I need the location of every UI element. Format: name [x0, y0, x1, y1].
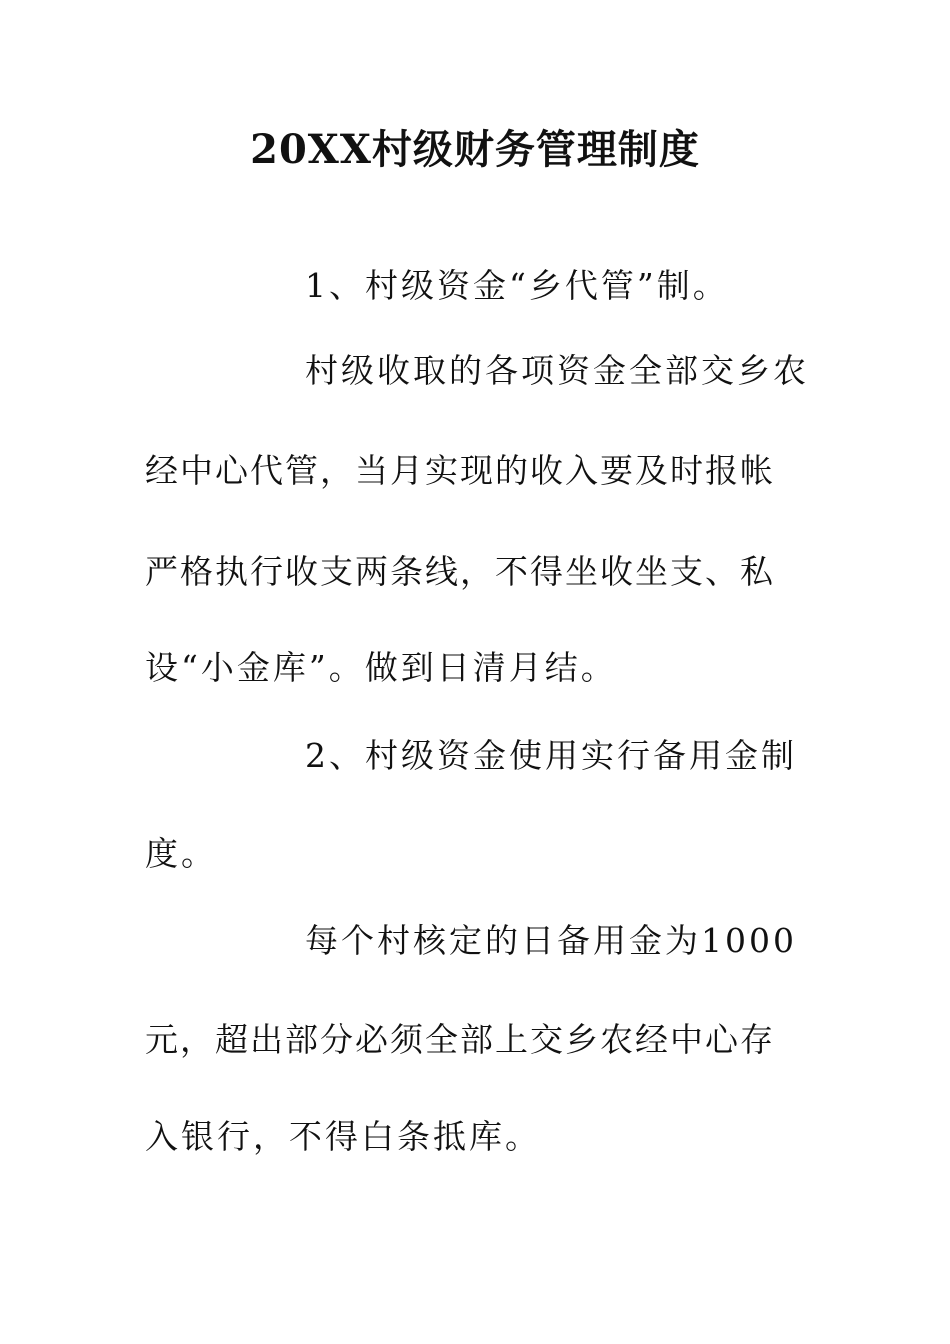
paragraph-line: 元，超出部分必须全部上交乡农经中心存 [145, 1020, 775, 1059]
paragraph-line: 度。 [145, 834, 217, 873]
section-2-heading: 2、村级资金使用实行备用金制 [305, 736, 797, 775]
paragraph-line: 设“小金库”。做到日清月结。 [145, 648, 617, 687]
paragraph-line: 严格执行收支两条线，不得坐收坐支、私 [145, 552, 775, 591]
paragraph-line: 经中心代管，当月实现的收入要及时报帐 [145, 451, 775, 490]
document-title: 20XX村级财务管理制度 [250, 126, 700, 173]
paragraph-line: 入银行，不得白条抵库。 [145, 1117, 541, 1156]
paragraph-line: 村级收取的各项资金全部交乡农 [305, 351, 809, 390]
paragraph-line: 每个村核定的日备用金为1000 [305, 921, 797, 960]
section-1-heading: 1、村级资金“乡代管”制。 [305, 266, 729, 305]
